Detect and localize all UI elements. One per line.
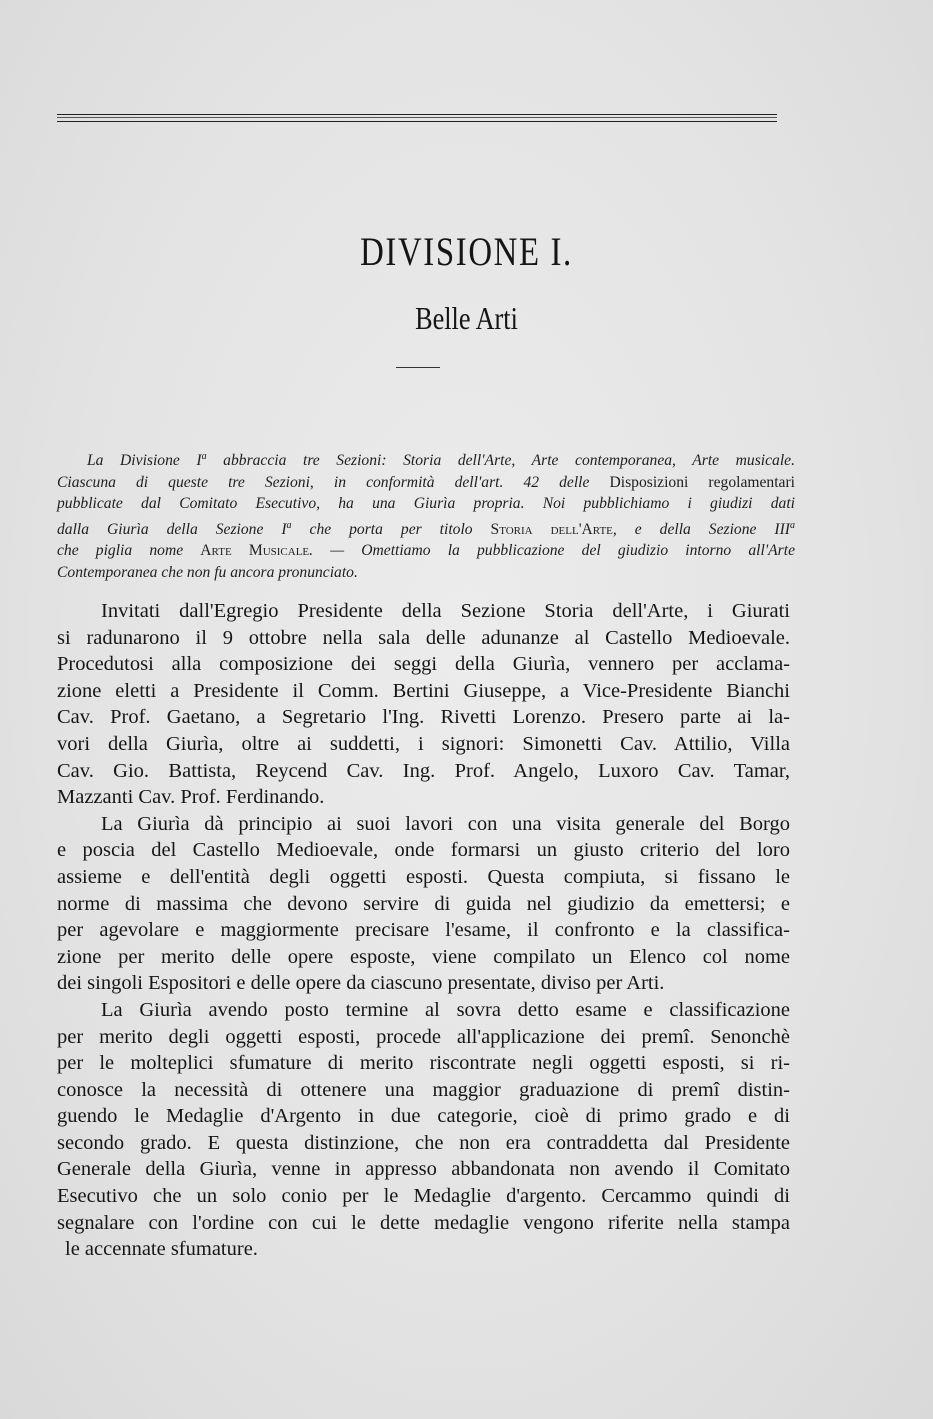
body-line: vori della Giurìa, oltre ai suddetti, i signori: Simonetti Cav. Attilio, Villa (57, 732, 790, 755)
body-line: segnalare con l'ordine con cui le dette medaglie vengono riferite nella stampa (57, 1211, 790, 1234)
introductory-note (57, 446, 795, 583)
note-segment: a (201, 451, 207, 462)
note-segment: che porta per titolo (291, 520, 491, 538)
body-text (57, 598, 790, 1263)
body-line: le accennate sfumature. (65, 1238, 258, 1261)
section-divider-rule (396, 367, 440, 368)
body-line: Procedutosi alla composizione dei seggi della Giurìa, vennero per acclama- (57, 653, 790, 676)
body-line: secondo grado. E questa distinzione, che non era contraddetta dal Presidente (57, 1131, 790, 1154)
division-title: DIVISIONE I. (360, 229, 573, 274)
note-line (57, 562, 795, 584)
body-line: zione eletti a Presidente il Comm. Bertini Giuseppe, a Vice-Presidente Bianchi (57, 679, 790, 702)
body-line: La Giurìa avendo posto termine al sovra detto esame e classificazione (101, 998, 790, 1021)
body-line: per agevolare e maggiormente precisare l'esame, il confronto e la classifica- (57, 919, 790, 942)
body-line: Invitati dall'Egregio Presidente della Sezione Storia dell'Arte, i Giurati (101, 600, 790, 622)
body-line: zione per merito delle opere esposte, viene compilato un Elenco col nome (57, 945, 790, 968)
body-line: e poscia del Castello Medioevale, onde formarsi un giusto criterio del loro (57, 839, 790, 862)
body-line: dei singoli Espositori e delle opere da ciascuno presentate, diviso per Arti. (57, 972, 665, 995)
body-line: Cav. Prof. Gaetano, a Segretario l'Ing. Rivetti Lorenzo. Presero parte ai la- (57, 706, 790, 729)
note-segment: , e della Sezione III (612, 520, 790, 538)
body-line: assieme e dell'entità degli oggetti esposti. Questa compiuta, si fissano le (57, 865, 790, 888)
body-line: Mazzanti Cav. Prof. Ferdinando. (57, 786, 325, 809)
header-double-rule (57, 114, 777, 122)
section-title: Belle Arti (415, 300, 518, 336)
note-segment: che piglia nome (57, 542, 201, 560)
note-segment: . — Omettiamo la pubblicazione del giudizio intorno all'Arte (309, 542, 796, 560)
note-segment: Disposizioni regolamentari (609, 473, 796, 491)
note-line (57, 472, 795, 494)
note-segment: pubblicate dal Comitato Esecutivo, ha una Giurìa propria. Noi pubblichiamo i giudizi dati (57, 495, 795, 513)
body-line: Generale della Giurìa, venne in appresso abbandonata non avendo il Comitato (57, 1158, 790, 1181)
note-segment: Storia dell'Arte (490, 520, 613, 538)
note-line (57, 540, 795, 562)
note-segment: a (286, 519, 292, 531)
note-segment: Arte Musicale (200, 542, 310, 560)
note-segment: Contemporanea che non fu ancora pronunciato. (57, 563, 358, 581)
body-line: per merito degli oggetti esposti, procede all'applicazione dei premî. Senonchè (57, 1025, 790, 1048)
note-segment: Ciascuna di queste tre Sezioni, in conformità dell'art. 42 delle (57, 473, 610, 491)
body-line: La Giurìa dà principio ai suoi lavori con una visita generale del Borgo (101, 812, 790, 835)
body-line: guendo le Medaglie d'Argento in due categorie, cioè di primo grado e di (57, 1105, 790, 1128)
note-segment: dalla Giurìa della Sezione I (57, 520, 287, 538)
note-line (57, 493, 795, 515)
body-line: per le molteplici sfumature di merito riscontrate negli oggetti esposti, si ri- (57, 1052, 790, 1075)
note-segment: a (790, 519, 795, 531)
note-segment: abbraccia tre Sezioni: Storia dell'Arte, Arte contemporanea, Arte musicale. (206, 452, 795, 470)
body-line: conosce la necessità di ottenere una maggior graduazione di premî distin- (57, 1078, 790, 1101)
body-line: Cav. Gio. Battista, Reycend Cav. Ing. Prof. Angelo, Luxoro Cav. Tamar, (57, 759, 790, 782)
body-line: Esecutivo che un solo conio per le Medaglie d'argento. Cercammo quindi di (57, 1185, 790, 1208)
note-segment: La Divisione I (87, 452, 202, 470)
note-line (57, 515, 795, 541)
body-line: norme di massima che devono servire di guida nel giudizio da emettersi; e (57, 892, 790, 915)
body-line: si radunarono il 9 ottobre nella sala delle adunanze al Castello Medioevale. (57, 626, 790, 649)
note-line (57, 446, 795, 472)
